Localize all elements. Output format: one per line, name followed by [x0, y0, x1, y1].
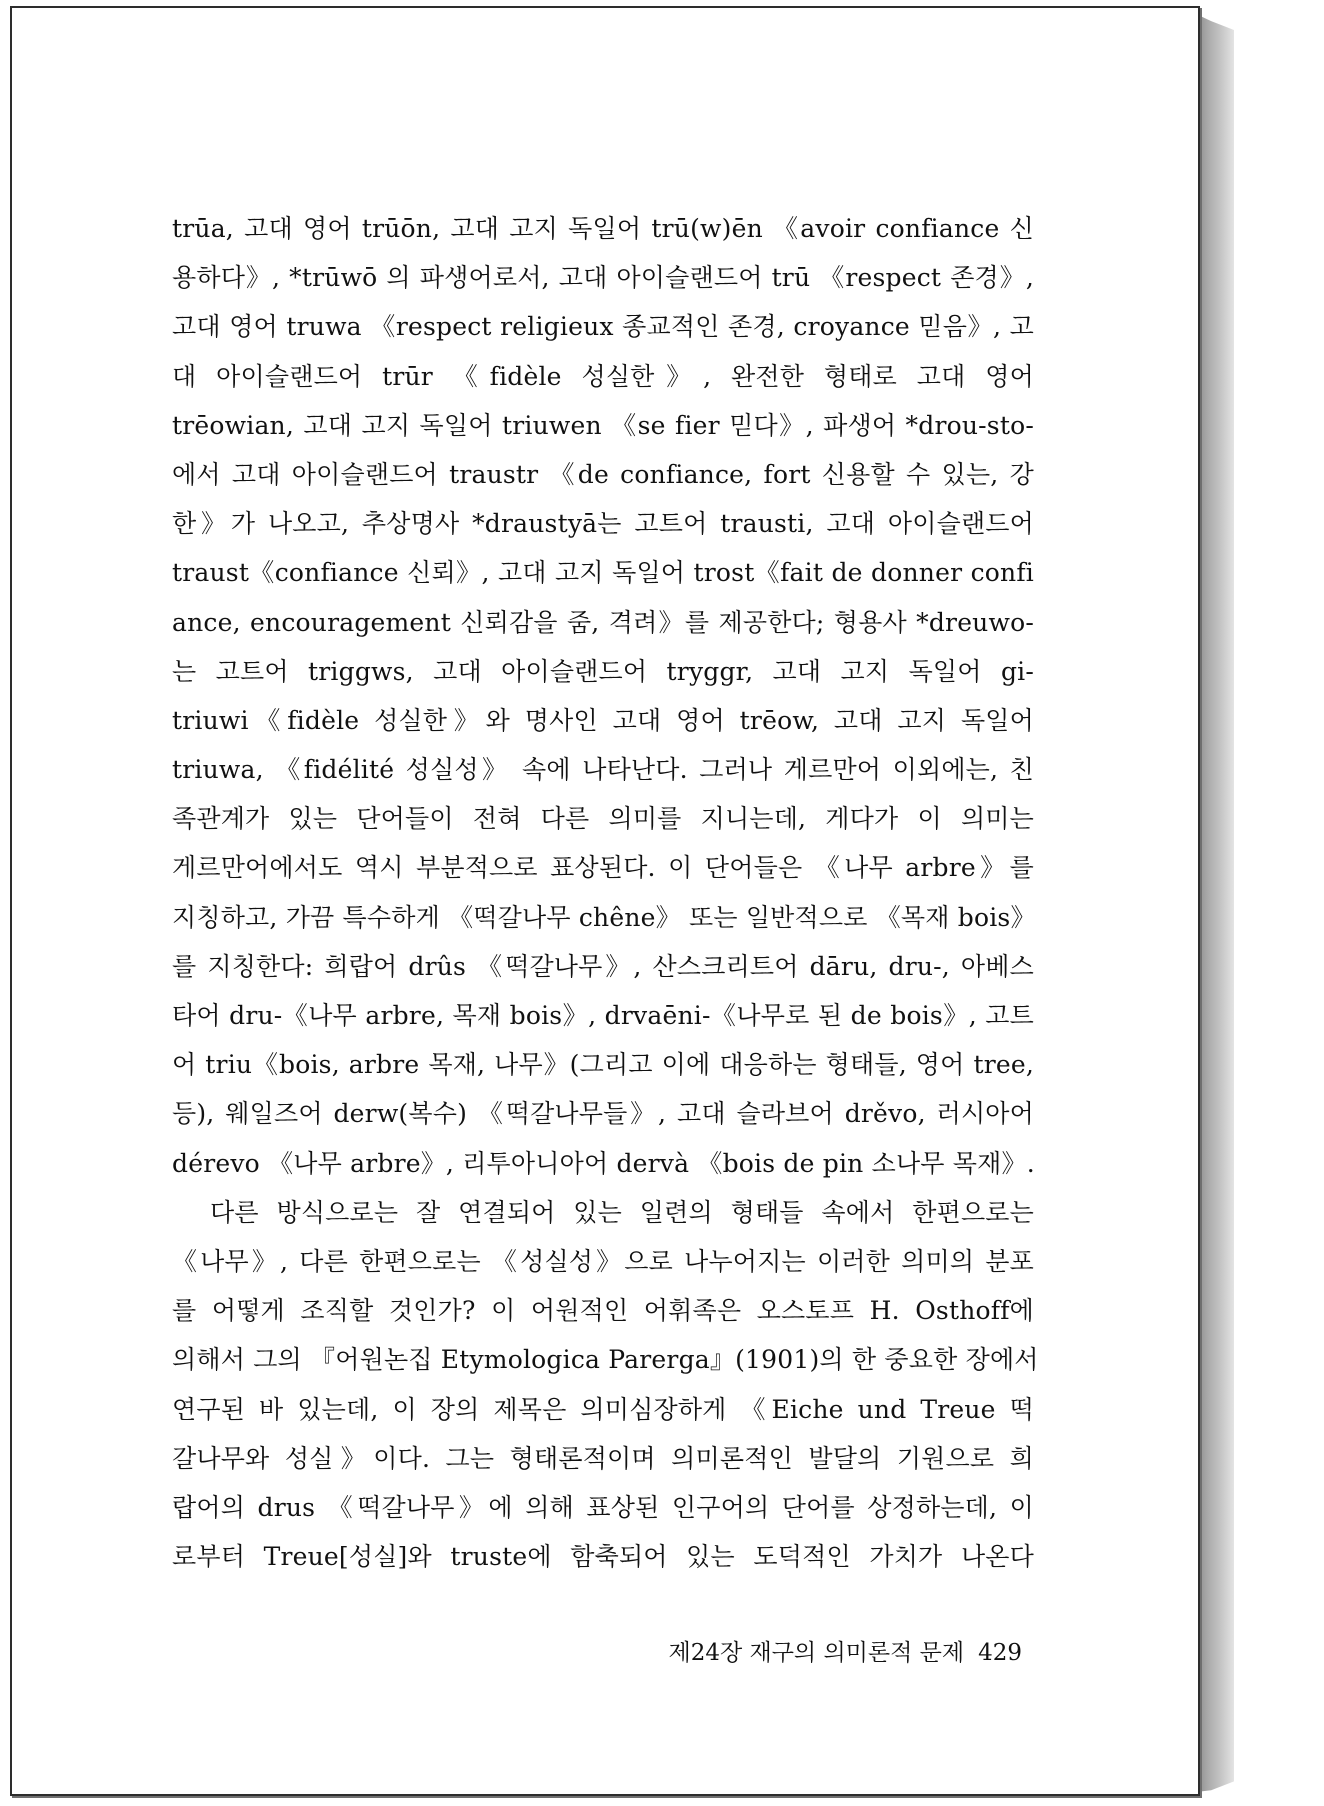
text-line: 의해서 그의 『어원논집 Etymologica Parerga』(1901)의 한 중요한 장에서 — [172, 1345, 1039, 1375]
text-line: 랍어의 drus 《떡갈나무》에 의해 표상된 인구어의 단어를 상정하는데, 이 — [172, 1492, 1034, 1522]
running-chapter-title: 제24장 재구의 의미론적 문제 — [668, 1640, 965, 1666]
text-line: 타어 dru-《나무 arbre, 목재 bois》, drvaēni-《나무로 된 de bois》, 고트 — [172, 1001, 1034, 1030]
text-line: ance, encouragement 신뢰감을 줌, 격려》를 제공한다; 형용사 *dreuwo- — [172, 607, 1034, 637]
text-line: 에서 고대 아이슬랜드어 traustr 《de confiance, fort 신용할 수 있는, 강 — [172, 459, 1034, 489]
paragraph-last-line: dérevo 《나무 arbre》, 리투아니아어 dervà 《bois de pin 소나무 목재》. — [172, 1148, 1035, 1178]
page-number: 429 — [978, 1640, 1022, 1666]
text-line: 어 triu《bois, arbre 목재, 나무》(그리고 이에 대응하는 형태들, 영어 tree, — [172, 1050, 1034, 1080]
text-line: 게르만어에서도 역시 부분적으로 표상된다. 이 단어들은 《나무 arbre》를 — [172, 853, 1034, 883]
page-edge-shadow — [1196, 14, 1234, 1792]
text-line: 용하다》, *trūwō 의 파생어로서, 고대 아이슬랜드어 trū 《respect 존경》, — [172, 263, 1034, 293]
text-line: 등), 웨일즈어 derw(복수) 《떡갈나무들》, 고대 슬라브어 drěvo, 러시아어 — [172, 1099, 1034, 1129]
text-line: 갈나무와 성실》이다. 그는 형태론적이며 의미론적인 발달의 기원으로 희 — [172, 1443, 1034, 1473]
text-line: trūa, 고대 영어 trūōn, 고대 고지 독일어 trū(w)ēn 《avoir confiance 신 — [172, 214, 1034, 243]
text-line: 연구된 바 있는데, 이 장의 제목은 의미심장하게 《Eiche und Treue 떡 — [172, 1394, 1034, 1424]
book-page — [10, 6, 1200, 1796]
text-line: 족관계가 있는 단어들이 전혀 다른 의미를 지니는데, 게다가 이 의미는 — [172, 804, 1034, 834]
text-line: trēowian, 고대 고지 독일어 triuwen 《se fier 믿다》, 파생어 *drou-sto- — [172, 410, 1034, 440]
text-line: triuwi《fidèle 성실한》와 명사인 고대 영어 trēow, 고대 고지 독일어 — [172, 705, 1034, 735]
text-line: traust《confiance 신뢰》, 고대 고지 독일어 trost《fait de donner confi — [172, 558, 1034, 588]
text-line: 한》가 나오고, 추상명사 *draustyā는 고트어 trausti, 고대 아이슬랜드어 — [172, 509, 1034, 539]
text-line: 를 지칭한다: 희랍어 drûs 《떡갈나무》, 산스크리트어 dāru, dru-, 아베스 — [172, 951, 1034, 981]
page-body-text — [172, 204, 1039, 1581]
page-footer — [602, 1634, 1022, 1667]
text-line: 로부터 Treue[성실]와 truste에 함축되어 있는 도덕적인 가치가 나온다 — [172, 1542, 1034, 1572]
paragraph-first-line: 다른 방식으로는 잘 연결되어 있는 일련의 형태들 속에서 한편으로는 — [210, 1197, 1034, 1227]
text-line: 《나무》, 다른 한편으로는 《성실성》으로 나누어지는 이러한 의미의 분포 — [172, 1246, 1034, 1276]
text-line: 대 아이슬랜드어 trūr 《fidèle 성실한》, 완전한 형태로 고대 영어 — [172, 361, 1034, 391]
text-line: 고대 영어 truwa 《respect religieux 종교적인 존경, croyance 믿음》, 고 — [172, 312, 1034, 342]
text-line: triuwa, 《fidélité 성실성》 속에 나타난다. 그러나 게르만어 이외에는, 친 — [172, 755, 1034, 785]
text-line: 지칭하고, 가끔 특수하게 《떡갈나무 chêne》 또는 일반적으로 《목재 bois》 — [172, 902, 1036, 932]
text-line: 를 어떻게 조직할 것인가? 이 어원적인 어휘족은 오스토프 H. Osthoff에 — [172, 1296, 1034, 1326]
text-line: 는 고트어 triggws, 고대 아이슬랜드어 tryggr, 고대 고지 독일어 gi- — [172, 656, 1034, 686]
